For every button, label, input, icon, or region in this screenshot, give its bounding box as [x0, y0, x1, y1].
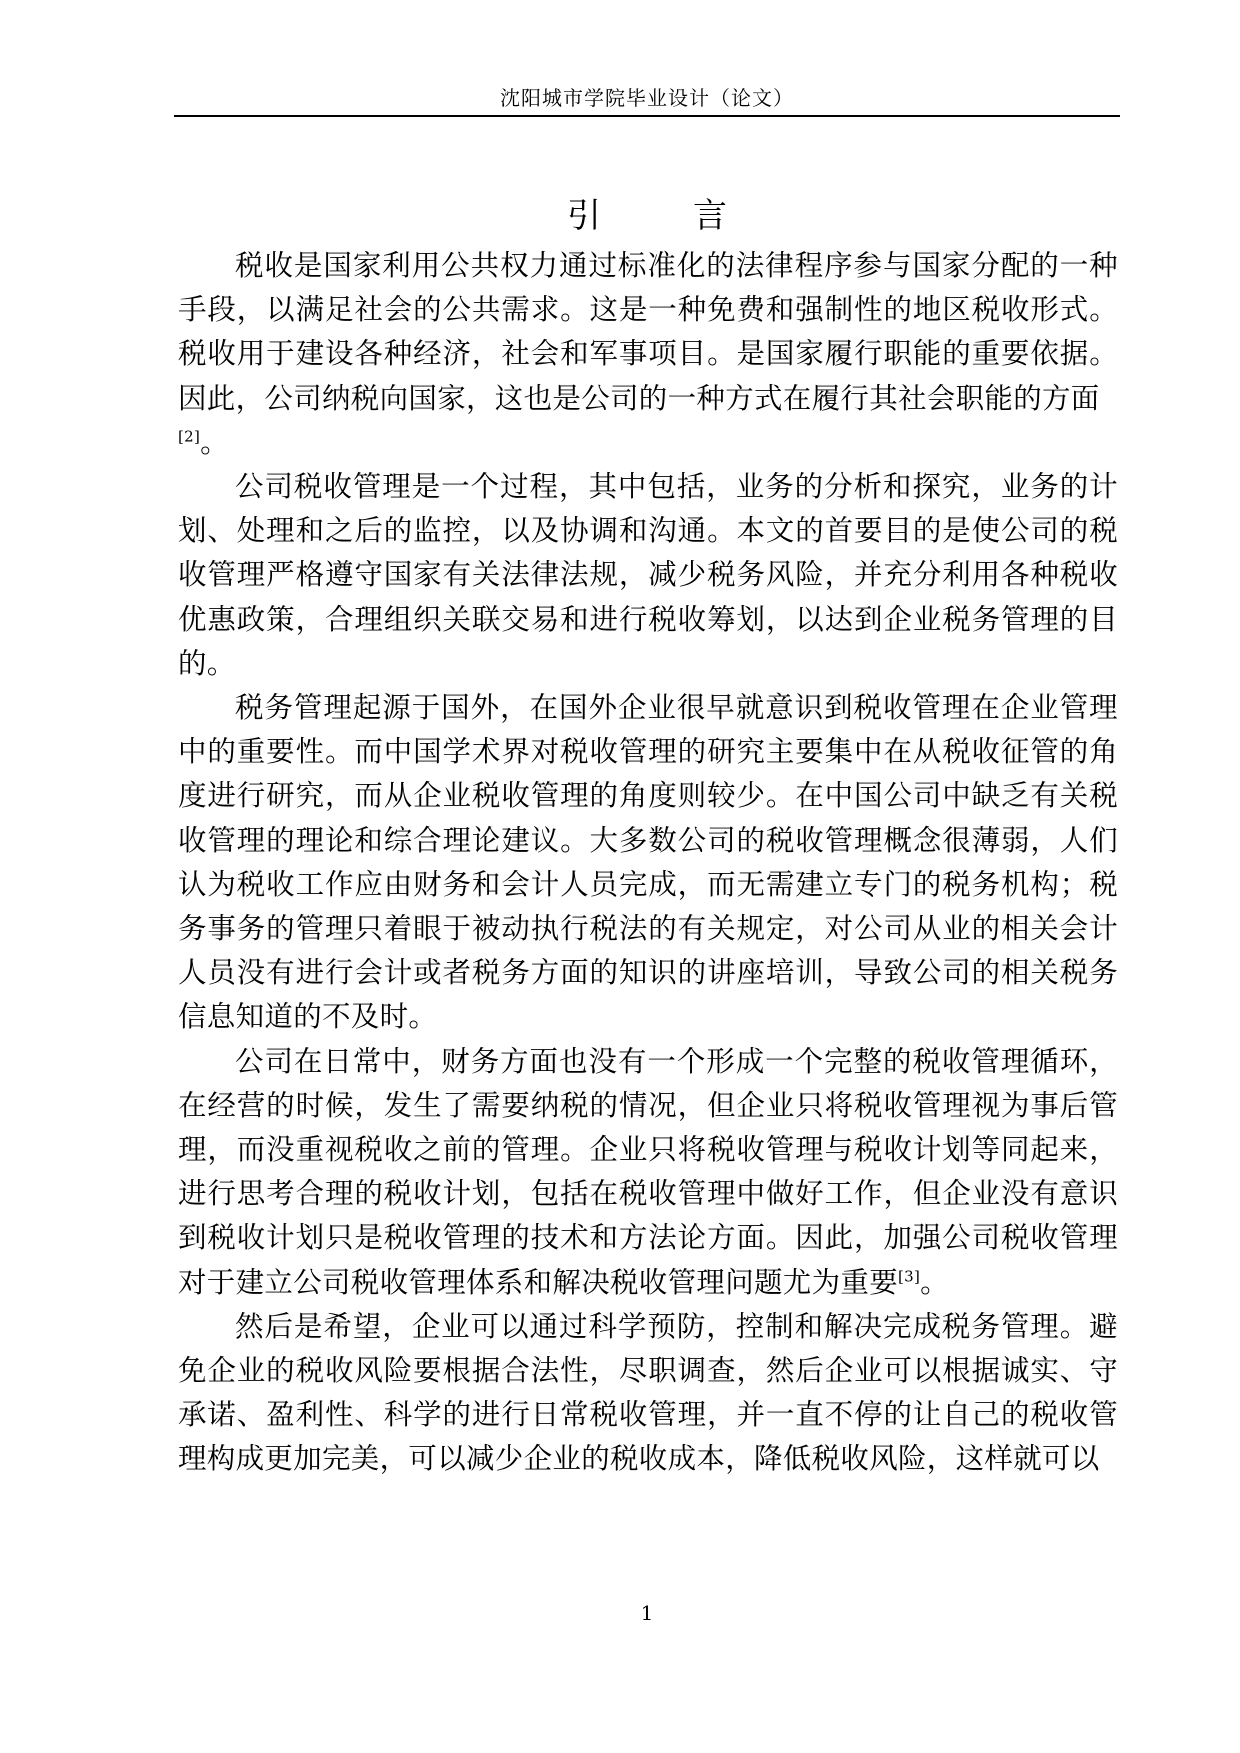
section-title-char-2: 言	[693, 196, 727, 236]
section-title	[174, 193, 1120, 239]
paragraph-2	[178, 465, 1118, 686]
paragraph-4	[178, 1040, 1118, 1305]
paragraph-3	[178, 686, 1118, 1040]
page-number: 1	[640, 1601, 654, 1625]
header-rule	[174, 115, 1120, 117]
paragraph-5-text: 然后是希望，企业可以通过科学预防，控制和解决完成税务管理。避免企业的税收风险要根据合法性，尽职调查，然后企业可以根据诚实、守承诺、盈利性、科学的进行日常税收管理，并一直不停的让自己的税收管理构成更加完美，可以减少企业的税收成本，降低税收风险，这样就可以	[178, 1309, 1118, 1476]
body-text	[178, 244, 1118, 1482]
paragraph-1-ending: 。	[200, 425, 229, 459]
paragraph-3-text: 税务管理起源于国外，在国外企业很早就意识到税收管理在企业管理中的重要性。而中国学术界对税收管理的研究主要集中在从税收征管的角度进行研究，而从企业税收管理的角度则较少。在中国公司中缺乏有关税收管理的理论和综合理论建议。大多数公司的税收管理概念很薄弱，人们认为税收工作应由财务和会计人员完成，而无需建立专门的税务机构；税务事务的管理只着眼于被动执行税法的有关规定，对公司从业的相关会计人员没有进行会计或者税务方面的知识的讲座培训，导致公司的相关税务信息知道的不及时。	[178, 691, 1118, 1034]
citation-2: [2]	[178, 427, 201, 446]
paragraph-1	[178, 244, 1118, 465]
section-title-char-1: 引	[567, 196, 601, 236]
paragraph-5	[178, 1305, 1118, 1482]
citation-3: [3]	[898, 1267, 921, 1286]
paragraph-1-text: 税收是国家利用公共权力通过标准化的法律程序参与国家分配的一种手段，以满足社会的公共需求。这是一种免费和强制性的地区税收形式。税收用于建设各种经济，社会和军事项目。是国家履行职能的重要依据。因此，公司纳税向国家，这也是公司的一种方式在履行其社会职能的方面	[178, 249, 1118, 415]
paragraph-4-text: 公司在日常中，财务方面也没有一个形成一个完整的税收管理循环，在经营的时候，发生了需要纳税的情况，但企业只将税收管理视为事后管理，而没重视税收之前的管理。企业只将税收管理与税收计划等同起来，进行思考合理的税收计划，包括在税收管理中做好工作，但企业没有意识到税收计划只是税收管理的技术和方法论方面。因此，加强公司税收管理对于建立公司税收管理体系和解决税收管理问题尤为重要	[178, 1044, 1118, 1299]
running-header: 沈阳城市学院毕业设计（论文）	[500, 86, 794, 110]
paragraph-2-text: 公司税收管理是一个过程，其中包括，业务的分析和探究，业务的计划、处理和之后的监控，以及协调和沟通。本文的首要目的是使公司的税收管理严格遵守国家有关法律法规，减少税务风险，并充分利用各种税收优惠政策，合理组织关联交易和进行税收筹划，以达到企业税务管理的目的。	[178, 470, 1118, 680]
paragraph-4-ending: 。	[920, 1265, 949, 1299]
